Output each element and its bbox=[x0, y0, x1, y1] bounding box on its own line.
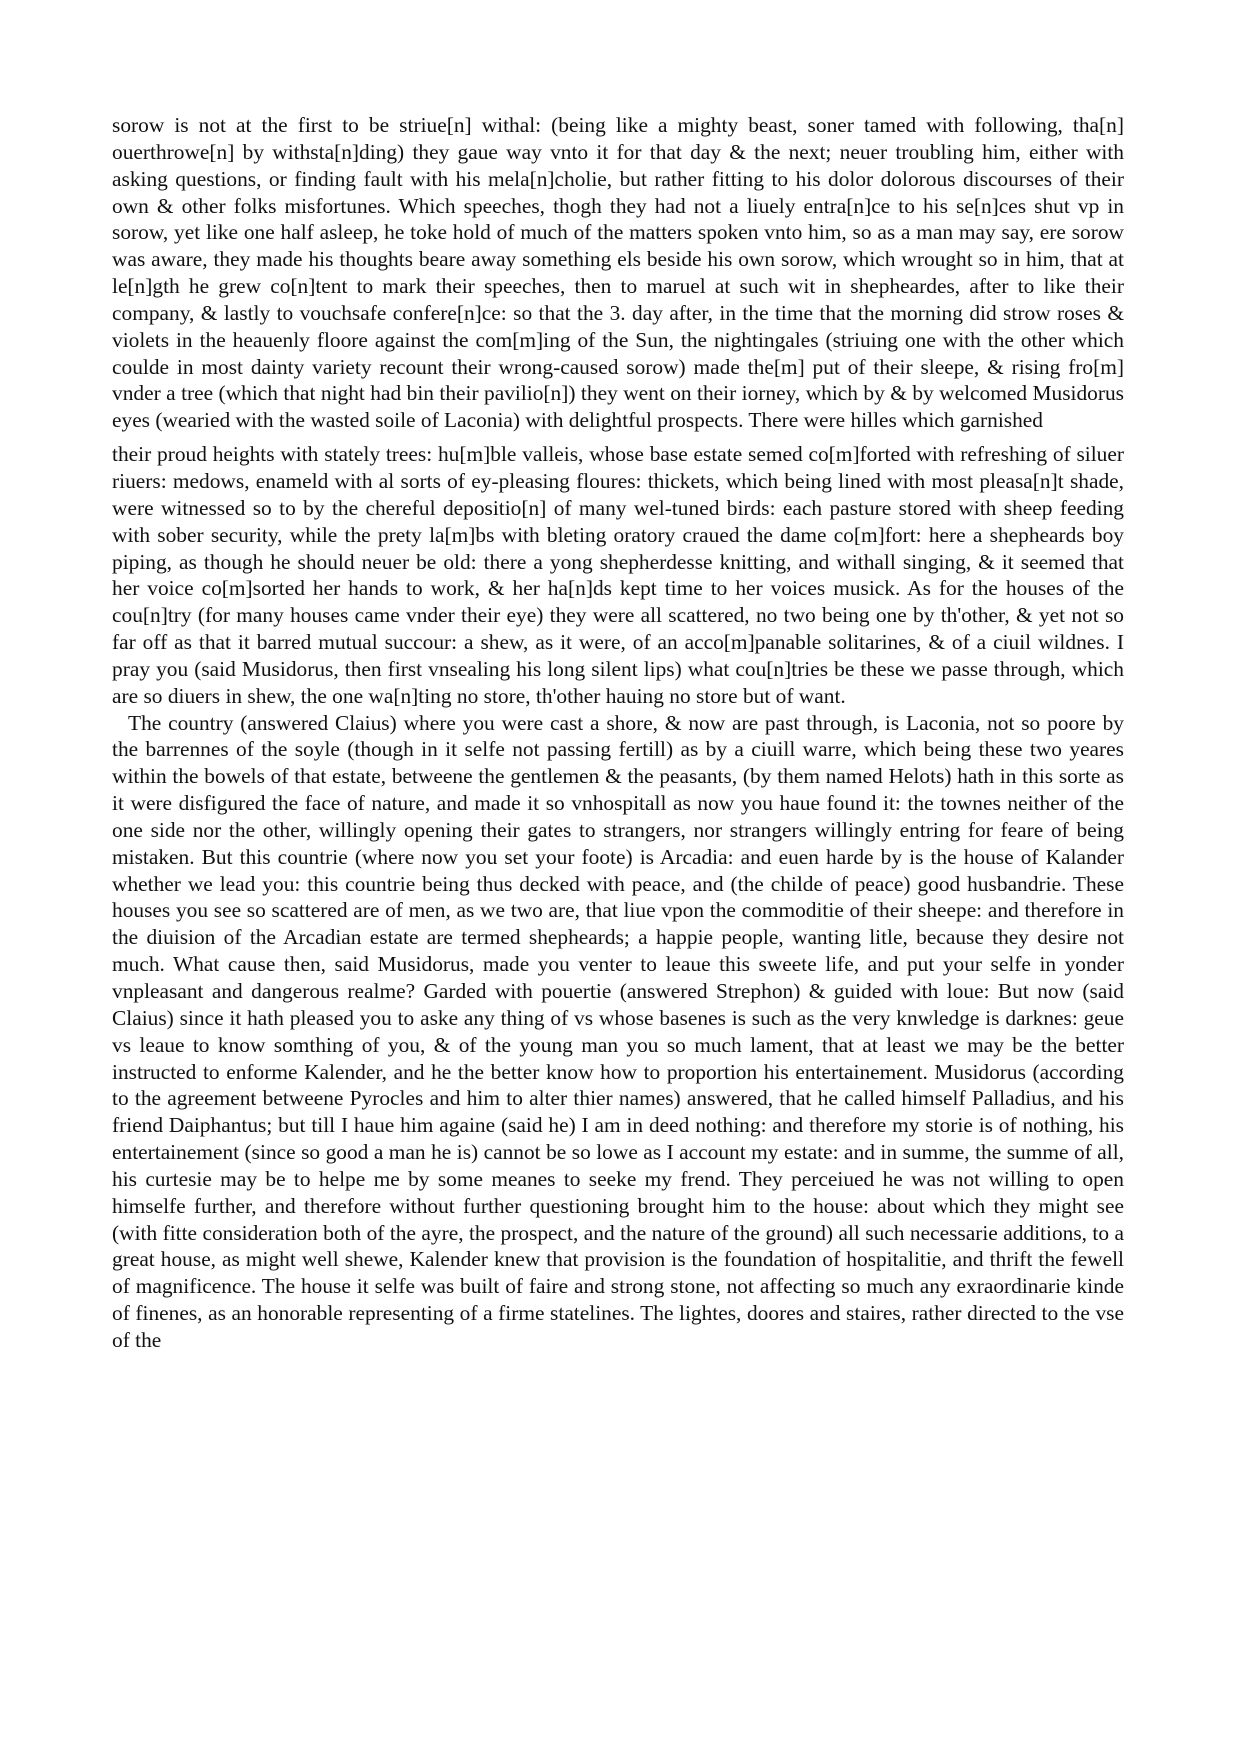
paragraph-sorow: sorow is not at the first to be striue[n] withal: (being like a mighty beast, soner tamed with following, tha[n] ouerthrowe[n] by withsta[n]ding) they gaue way vnto it for that day & the next; neuer troubling him, either with asking questions, or finding fault with his mela[n]cholie, but rather fitting to his dolor dolorous discourses of their own & other folks misfortunes. Which speeches, thogh they had not a liuely entra[n]ce to his se[n]ces shut vp in sorow, yet like one half asleep, he toke hold of much of the matters spoken vnto him, so as a man may say, ere sorow was aware, they made his thoughts beare away something els beside his own sorow, which wrought so in him, that at le[n]gth he grew co[n]tent to mark their speeches, then to maruel at such wit in shepheardes, after to like their company, & lastly to vouchsafe confere[n]ce: so that the 3. day after, in the time that the morning did strow roses & violets in the heauenly floore against the com[m]ing of the Sun, the nightingales (striuing one with the other which coulde in most dainty variety recount their wrong-caused sorow) made the[m] put of their sleepe, & rising fro[m] vnder a tree (which that night had bin their pavilio[n]) they went on their iorney, which by & by welcomed Musidorus eyes (wearied with the wasted soile of Laconia) with delightful prospects. There were hilles which garnished bbox=[112, 113, 1124, 433]
paragraph-proud-heights: their proud heights with stately trees: hu[m]ble valleis, whose base estate semed co[m]forted with refreshing of siluer riuers: medows, enameld with al sorts of ey-pleasing floures: thickets, which being lined with most pleasa[n]t shade, were witnessed so to by the chereful depositio[n] of many wel-tuned birds: each pasture stored with sheep feeding with sober security, while the prety la[m]bs with bleting oratory craued the dame co[m]fort: here a shepheards boy piping, as though he should neuer be old: there a yong shepherdesse knitting, and withall singing, & it seemed that her voice co[m]sorted her hands to work, & her ha[n]ds kept time to her voices musick. As for the houses of the cou[n]try (for many houses came vnder their eye) they were all scattered, no two being one by th'other, & yet not so far off as that it barred mutual succour: a shew, as it were, of an acco[m]panable solitarines, & of a ciuil wildnes. I pray you (said Musidorus, then first vnsealing his long silent lips) what cou[n]tries be these we passe through, which are so diuers in shew, the one wa[n]ting no store, th'other hauing no store but of want. bbox=[112, 442, 1124, 708]
paragraph-claius-answer: The country (answered Claius) where you were cast a shore, & now are past through, is Laconia, not so poore by the barrennes of the soyle (though in it selfe not passing fertill) as by a ciuill warre, which being these two yeares within the bowels of that estate, betweene the gentlemen & the peasants, (by them named Helots) hath in this sorte as it were disfigured the face of nature, and made it so vnhospitall as now you haue found it: the townes neither of the one side nor the other, willingly opening their gates to strangers, nor strangers willingly entring for feare of being mistaken. But this countrie (where now you set your foote) is Arcadia: and euen harde by is the house of Kalander whether we lead you: this countrie being thus decked with peace, and (the childe of peace) good husbandrie. These houses you see so scattered are of men, as we two are, that liue vpon the commoditie of their sheepe: and therefore in the diuision of the Arcadian estate are termed shepheards; a happie people, wanting litle, because they desire not much. What cause then, said Musidorus, made you venter to leaue this sweete life, and put your selfe in yonder vnpleasant and dangerous realme? Garded with pouertie (answered Strephon) & guided with loue: But now (said Claius) since it hath pleased you to aske any thing of vs whose basenes is such as the very knwledge is darknes: geue vs leaue to know somthing of you, & of the young man you so much lament, that at least we may be the better instructed to enforme Kalender, and he the better know how to proportion his entertainement. Musidorus (according to the agreement betweene Pyrocles and him to alter thier names) answered, that he called himself Palladius, and his friend Daiphantus; but till I haue him againe (said he) I am in deed nothing: and therefore my storie is of nothing, his entertainement (since so good a man he is) cannot be so lowe as I account my estate: and in summe, the summe of all, his curtesie may be to helpe me by some meanes to seeke my frend. They perceiued he was not willing to open himselfe further, and therefore without further questioning brought him to the house: about which they might see (with fitte consideration both of the ayre, the prospect, and the nature of the ground) all such necessarie additions, to a great house, as might well shewe, Kalender knew that provision is the foundation of hospitalitie, and thrift the fewell of magnificence. The house it selfe was built of faire and strong stone, not affecting so much any exraordinarie kinde of finenes, as an honorable representing of a firme statelines. The lightes, doores and staires, rather directed to the vse of the bbox=[112, 710, 1124, 1352]
document-page bbox=[112, 112, 1124, 1354]
